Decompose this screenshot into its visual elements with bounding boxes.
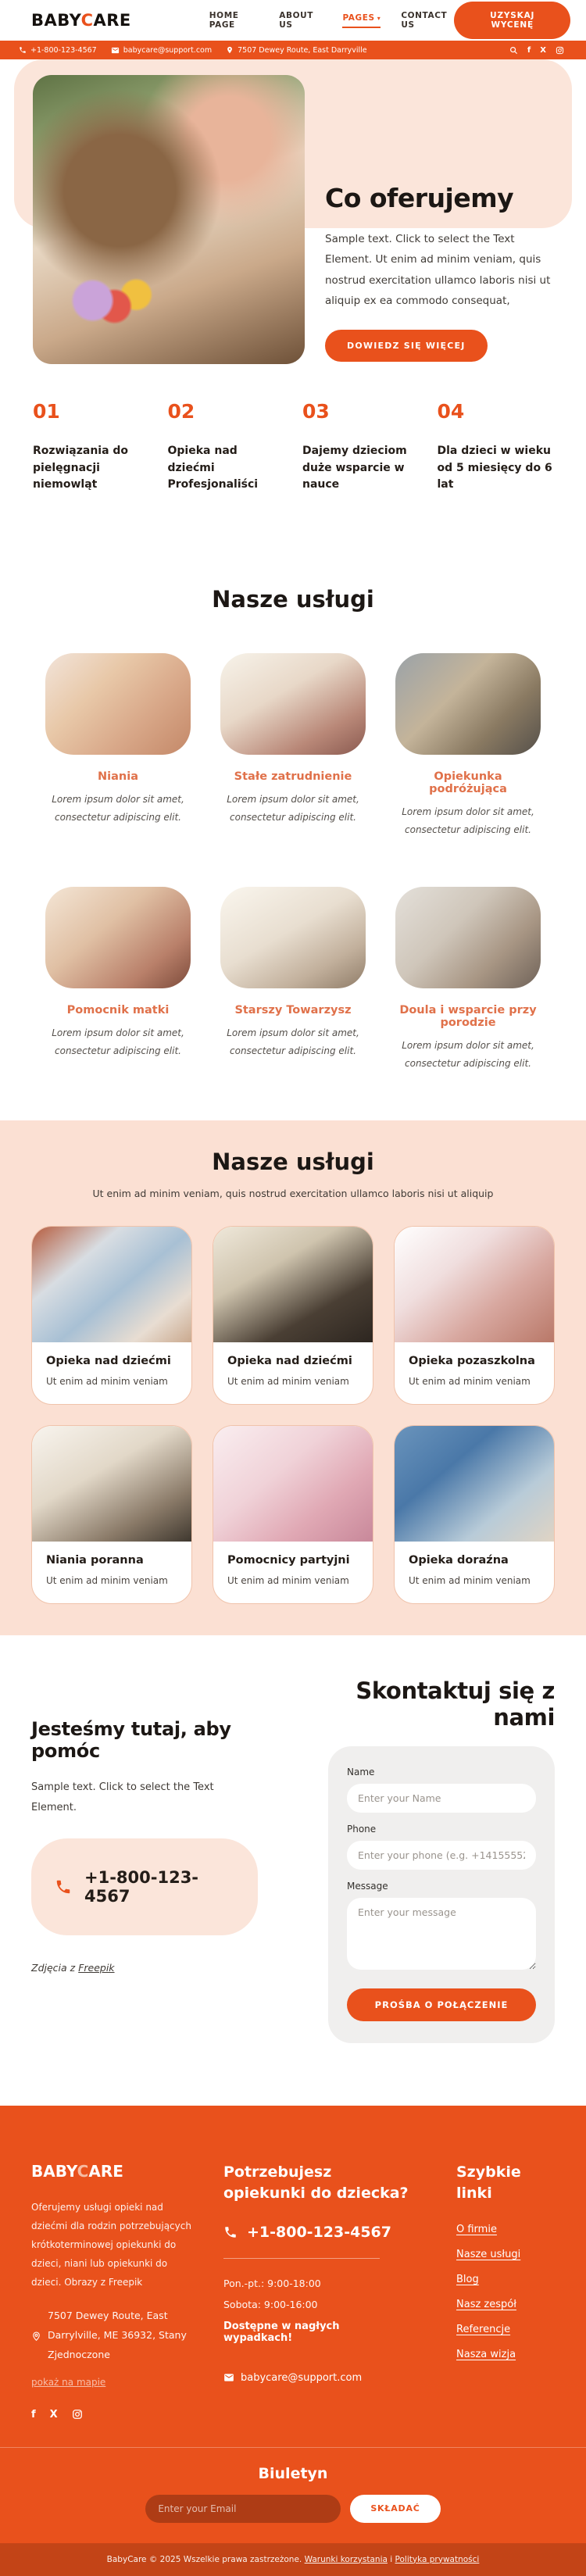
newsletter-email-input[interactable] <box>145 2495 341 2523</box>
service-title: Pomocnicy partyjni <box>227 1553 350 1567</box>
link-separator: i <box>390 2554 393 2564</box>
logo-text: ARE <box>88 2161 123 2181</box>
service-title: Opieka nad dziećmi <box>46 1354 171 1367</box>
feature-number: 03 <box>302 400 330 423</box>
site-header <box>0 0 586 41</box>
footer-email[interactable] <box>223 2372 409 2384</box>
phone-icon <box>223 2225 238 2239</box>
main-nav <box>209 11 455 30</box>
service-image <box>32 1227 191 1342</box>
divider <box>223 2258 380 2259</box>
topbar-address <box>226 46 367 55</box>
contact-section <box>0 1635 586 2043</box>
feature-number: 04 <box>437 400 465 423</box>
hero-text: Sample text. Click to select the Text Element. Ut enim ad minim veniam, quis nostrud exercitation ullamco laboris nisi ut aliquip ex ea commodo consequat, <box>325 233 551 307</box>
service-title: Niania poranna <box>46 1553 144 1567</box>
facebook-icon[interactable]: f <box>31 2408 36 2421</box>
message-field[interactable] <box>347 1898 536 1970</box>
service-card-opiekunka-podrozujaca <box>395 653 541 840</box>
service-text: Ut enim ad minim veniam <box>227 1375 349 1387</box>
footer-about-text: Oferujemy usługi opieki nad dziećmi dla rodzin potrzebujących krótkoterminowej opiekunki do dzieci, niani lub opiekunki do dzieci. Obrazy z Freepik <box>31 2201 191 2288</box>
logo-text: BABY <box>31 11 81 30</box>
feature-text: Rozwiązania do pielęgnacji niemowląt <box>33 445 129 491</box>
hero-title: Co oferujemy <box>325 183 514 213</box>
service-title: Opieka pozaszkolna <box>409 1354 535 1367</box>
instagram-icon[interactable] <box>72 2409 83 2421</box>
service-text: Lorem ipsum dolor sit amet, consectetur adipiscing elit. <box>402 806 534 836</box>
service-image <box>45 887 191 988</box>
nav-contact-us[interactable]: CONTACT US <box>401 11 448 30</box>
phone-card[interactable] <box>31 1838 258 1935</box>
service-text: Lorem ipsum dolor sit amet, consectetur adipiscing elit. <box>52 794 184 824</box>
link-blog[interactable]: Blog <box>456 2273 479 2285</box>
feature-item <box>438 400 554 494</box>
request-connection-button[interactable]: PROŚBA O POŁĄCZENIE <box>347 1988 536 2021</box>
services-section-2 <box>0 1120 586 1635</box>
link-nasze-uslugi[interactable]: Nasze usługi <box>456 2248 521 2260</box>
emergency-note: Dostępne w nagłych wypadkach! <box>223 2320 340 2344</box>
feature-number: 01 <box>33 400 60 423</box>
logo-text: ARE <box>93 11 131 30</box>
service-image <box>32 1426 191 1542</box>
link-nasza-wizja[interactable]: Nasza wizja <box>456 2348 516 2360</box>
x-twitter-icon[interactable]: X <box>49 2408 58 2421</box>
terms-link[interactable]: Warunki korzystania <box>304 2554 388 2564</box>
service-image <box>395 653 541 755</box>
hours-weekdays: Pon.-pt.: 9:00-18:00 <box>223 2277 321 2289</box>
location-pin-icon <box>226 46 234 54</box>
chevron-down-icon: ▾ <box>377 14 381 22</box>
topbar-phone[interactable] <box>19 46 97 55</box>
services2-title: Nasze usługi <box>212 1148 374 1175</box>
footer-phone[interactable] <box>223 2224 409 2241</box>
phone-icon <box>55 1878 72 1895</box>
message-label: Message <box>347 1880 388 1892</box>
service-card-pomocnicy-partyjni <box>213 1425 373 1604</box>
nav-pages[interactable] <box>342 13 381 28</box>
service-card-opieka-dorazna <box>394 1425 555 1604</box>
freepik-link[interactable]: Freepik <box>78 1961 115 1974</box>
nav-home-page[interactable]: HOME PAGE <box>209 11 239 30</box>
service-text: Ut enim ad minim veniam <box>227 1574 349 1586</box>
footer-need-title: Potrzebujesz opiekunki do dziecka? <box>223 2163 409 2203</box>
link-nasz-zespol[interactable]: Nasz zespół <box>456 2298 516 2310</box>
service-card-niania-poranna <box>31 1425 192 1604</box>
service-image <box>395 1227 554 1342</box>
service-card-opieka-nad-dziecmi-2 <box>213 1226 373 1405</box>
name-label: Name <box>347 1766 375 1777</box>
service-card-pomocnik-matki <box>45 887 191 1074</box>
footer-brand-logo <box>31 2162 197 2181</box>
newsletter-section <box>0 2447 586 2543</box>
service-title: Opieka doraźna <box>409 1553 509 1567</box>
envelope-icon <box>223 2372 234 2383</box>
services2-subtitle: Ut enim ad minim veniam, quis nostrud exercitation ullamco laboris nisi ut aliquip <box>92 1187 494 1199</box>
service-title: Niania <box>98 770 138 784</box>
service-image <box>220 887 366 988</box>
feature-text: Opieka nad dziećmi Profesjonaliści <box>167 445 259 491</box>
services-section-1 <box>0 494 586 1074</box>
search-icon[interactable] <box>509 46 518 55</box>
service-image <box>395 887 541 988</box>
feature-item <box>168 400 284 494</box>
topbar-phone-number: +1-800-123-4567 <box>30 45 97 55</box>
nav-about-us[interactable]: ABOUT US <box>279 11 313 30</box>
service-text: Lorem ipsum dolor sit amet, consectetur adipiscing elit. <box>402 1039 534 1070</box>
logo-text: BABY <box>31 2161 77 2181</box>
service-title: Pomocnik matki <box>66 1003 170 1016</box>
service-image <box>395 1426 554 1542</box>
x-twitter-icon[interactable]: X <box>540 45 546 55</box>
footer-email-address: babycare@support.com <box>241 2371 363 2384</box>
service-title: Opieka nad dziećmi <box>227 1354 352 1367</box>
subscribe-button[interactable]: SKŁADAĆ <box>350 2495 440 2523</box>
contact-heading: Skontaktuj się z nami <box>356 1677 555 1731</box>
logo-accent: C <box>77 2161 89 2181</box>
phone-number: +1-800-123-4567 <box>84 1867 199 1906</box>
learn-more-button[interactable]: DOWIEDZ SIĘ WIĘCEJ <box>325 330 488 362</box>
topbar-address-text: 7507 Dewey Route, East Darryville <box>238 45 367 55</box>
hero-section <box>0 59 586 366</box>
quick-links-title: Szybkie linki <box>456 2163 521 2203</box>
instagram-icon[interactable] <box>556 46 564 55</box>
photo-credit <box>31 1962 294 1974</box>
phone-icon <box>19 46 27 54</box>
credit-prefix: Zdjęcia z <box>31 1961 79 1974</box>
service-card-opieka-pozaszkolna <box>394 1226 555 1405</box>
phone-field[interactable] <box>347 1841 536 1870</box>
service-image <box>220 653 366 755</box>
privacy-link[interactable]: Polityka prywatności <box>395 2554 480 2564</box>
bottom-bar <box>0 2543 586 2576</box>
brand-logo <box>31 11 131 30</box>
footer-phone-number: +1-800-123-4567 <box>247 2223 391 2241</box>
footer <box>0 2106 586 2576</box>
feature-item <box>302 400 419 494</box>
contact-form <box>328 1746 555 2043</box>
feature-text: Dajemy dzieciom duże wsparcie w nauce <box>302 445 407 491</box>
service-image <box>213 1227 373 1342</box>
services1-title: Nasze usługi <box>212 586 374 613</box>
service-image <box>45 653 191 755</box>
phone-label: Phone <box>347 1823 377 1835</box>
newsletter-title: Biuletyn <box>258 2464 328 2482</box>
service-text: Ut enim ad minim veniam <box>46 1375 168 1387</box>
show-on-map-link[interactable]: pokaż na mapie <box>31 2376 106 2388</box>
hero-image <box>33 75 305 364</box>
hours-saturday: Sobota: 9:00-16:00 <box>223 2299 318 2311</box>
service-title: Starszy Towarzysz <box>234 1003 352 1016</box>
envelope-icon <box>111 46 120 55</box>
feature-item <box>33 400 149 494</box>
feature-text: Dla dzieci w wieku od 5 miesięcy do 6 lat <box>437 445 552 491</box>
facebook-icon[interactable]: f <box>527 45 531 55</box>
service-card-niania <box>45 653 191 840</box>
service-text: Lorem ipsum dolor sit amet, consectetur adipiscing elit. <box>52 1027 184 1057</box>
footer-address-text: 7507 Dewey Route, East Darrylville, ME 36932, Stany Zjednoczone <box>48 2309 187 2360</box>
service-card-starszy-towarzysz <box>220 887 366 1074</box>
name-field[interactable] <box>347 1784 536 1813</box>
link-o-firmie[interactable]: O firmie <box>456 2223 497 2235</box>
service-text: Ut enim ad minim veniam <box>409 1375 531 1387</box>
link-referencje[interactable]: Referencje <box>456 2323 511 2335</box>
copyright-text: BabyCare © 2025 Wszelkie prawa zastrzeżone. <box>106 2554 302 2564</box>
contact-left-title: Jesteśmy tutaj, aby pomóc <box>31 1717 231 1762</box>
nav-pages-label: PAGES <box>342 13 375 23</box>
service-card-doula <box>395 887 541 1074</box>
logo-accent: C <box>80 11 94 30</box>
topbar-email[interactable] <box>111 46 212 55</box>
quick-links-list <box>456 2221 555 2360</box>
service-title: Doula i wsparcie przy porodzie <box>399 1003 537 1029</box>
service-title: Opiekunka podróżująca <box>429 770 507 796</box>
service-card-opieka-nad-dziecmi-1 <box>31 1226 192 1405</box>
service-text: Ut enim ad minim veniam <box>46 1574 168 1586</box>
topbar-email-address: babycare@support.com <box>123 45 213 55</box>
contact-left-text: Sample text. Click to select the Text Element. <box>31 1781 214 1813</box>
service-text: Lorem ipsum dolor sit amet, consectetur adipiscing elit. <box>227 794 359 824</box>
service-card-stale-zatrudnienie <box>220 653 366 840</box>
location-pin-icon <box>31 2310 41 2364</box>
service-text: Ut enim ad minim veniam <box>409 1574 531 1586</box>
feature-number: 02 <box>167 400 195 423</box>
service-image <box>213 1426 373 1542</box>
get-quote-button[interactable]: UZYSKAJ WYCENĘ <box>454 2 570 39</box>
footer-address <box>31 2306 197 2364</box>
topbar <box>0 41 586 59</box>
service-text: Lorem ipsum dolor sit amet, consectetur adipiscing elit. <box>227 1027 359 1057</box>
features-section <box>0 366 586 494</box>
service-title: Stałe zatrudnienie <box>234 770 352 784</box>
